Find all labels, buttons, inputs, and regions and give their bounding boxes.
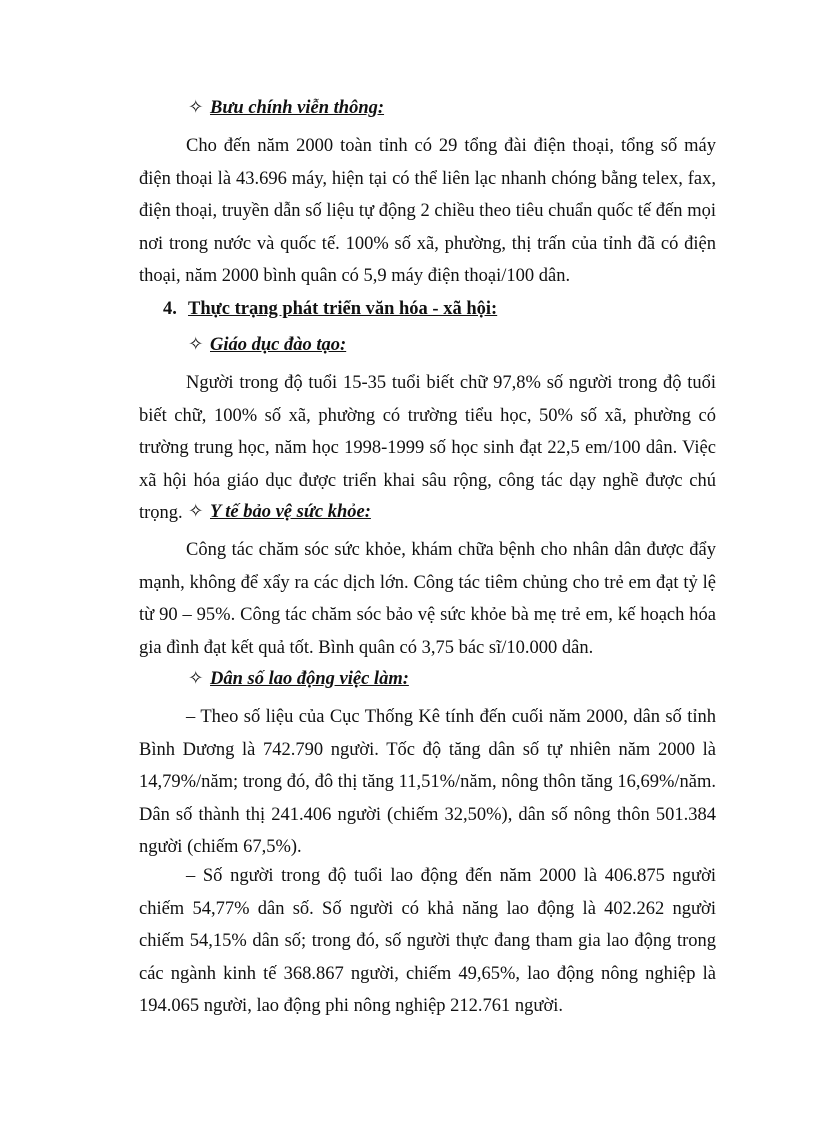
section-number: 4. xyxy=(163,299,177,319)
heading-dan-so xyxy=(188,667,409,691)
heading-giao-duc xyxy=(188,333,346,357)
paragraph: – Số người trong độ tuổi lao động đến năm 2000 là 406.875 người chiếm 54,77% dân số. Số người có khả năng lao động là 402.262 người chiếm 54,15% dân số; trong đó, số người thực đang tham gia lao động trong các ngành kinh tế 368.867 người, chiếm 49,65%, lao động nông nghiệp là 194.065 người, lao động phi nông nghiệp 212.761 người. xyxy=(139,866,716,1016)
section-title-text: Thực trạng phát triển văn hóa - xã hội: xyxy=(188,299,498,319)
paragraph: Cho đến năm 2000 toàn tỉnh có 29 tổng đài điện thoại, tổng số máy điện thoại là 43.696 máy, hiện tại có thể liên lạc nhanh chóng bằng telex, fax, điện thoại, truyền dẫn số liệu tự động 2 chiều theo tiêu chuẩn quốc tế đến mọi nơi trong nước và quốc tế. 100% số xã, phường, thị trấn của tỉnh đã có điện thoại, năm 2000 bình quân có 5,9 máy điện thoại/100 dân. xyxy=(139,136,716,286)
diamond-bullet-icon: ✧ xyxy=(188,335,204,355)
section-body-dan-so-2 xyxy=(139,860,716,1023)
section-title-4 xyxy=(163,297,497,321)
diamond-bullet-icon: ✧ xyxy=(188,669,204,689)
paragraph: Công tác chăm sóc sức khỏe, khám chữa bệnh cho nhân dân được đẩy mạnh, không để xẩy ra các dịch lớn. Công tác tiêm chủng cho trẻ em đạt tỷ lệ từ 90 – 95%. Công tác chăm sóc bảo vệ sức khỏe bà mẹ trẻ em, kế hoạch hóa gia đình đạt kết quả tốt. Bình quân có 3,75 bác sĩ/10.000 dân. xyxy=(139,540,716,658)
heading-buu-chinh xyxy=(188,96,384,120)
heading-text: Dân số lao động việc làm: xyxy=(210,669,409,689)
heading-y-te xyxy=(188,500,371,524)
diamond-bullet-icon: ✧ xyxy=(188,502,204,522)
paragraph: – Theo số liệu của Cục Thống Kê tính đến cuối năm 2000, dân số tỉnh Bình Dương là 742.790 người. Tốc độ tăng dân số tự nhiên năm 2000 là 14,79%/năm; trong đó, đô thị tăng 11,51%/năm, nông thôn tăng 16,69%/năm. Dân số thành thị 241.406 người (chiếm 32,50%), dân số nông thôn 501.384 người (chiếm 67,5%). xyxy=(139,707,716,857)
heading-text: Bưu chính viễn thông: xyxy=(210,98,385,118)
heading-text: Y tế bảo vệ sức khỏe: xyxy=(210,502,371,522)
section-body-dan-so xyxy=(139,701,716,864)
section-body-buu-chinh xyxy=(139,130,716,293)
diamond-bullet-icon: ✧ xyxy=(188,98,204,118)
section-body-y-te xyxy=(139,534,716,664)
heading-text: Giáo dục đào tạo: xyxy=(210,335,347,355)
paragraph: Người trong độ tuổi 15-35 tuổi biết chữ 97,8% số người trong độ tuổi biết chữ, 100% số xã, phường có trường tiểu học, 50% số xã, phường có trường trung học, năm học 1998-1999 số học sinh đạt 22,5 em/100 dân. Việc xã hội hóa giáo dục được triển khai sâu rộng, công tác dạy nghề được chú trọng. xyxy=(139,373,716,523)
